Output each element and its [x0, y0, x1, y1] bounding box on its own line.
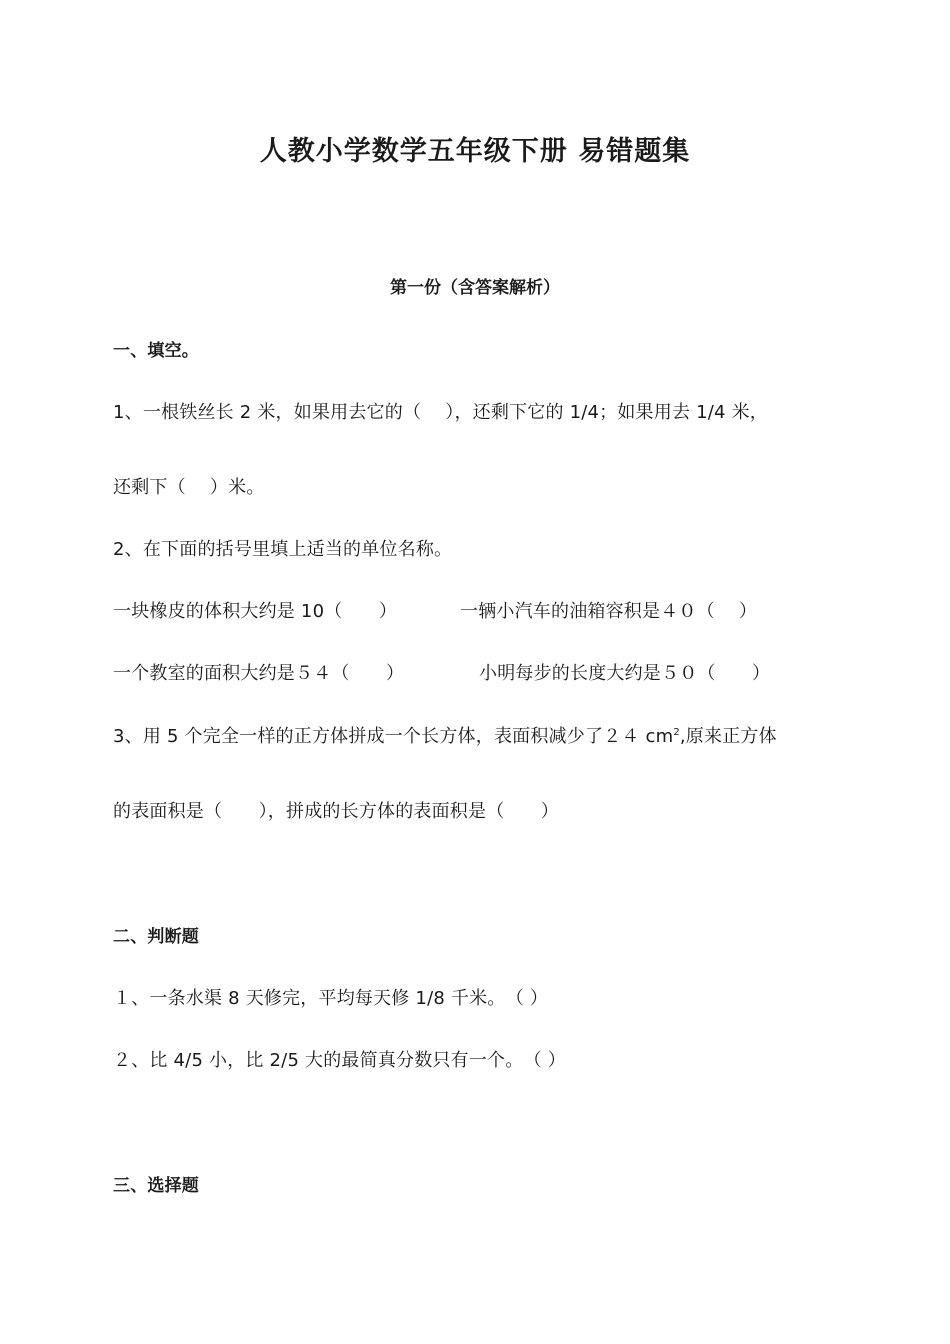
section-heading-fill-blank: 一、填空。	[113, 341, 199, 361]
question-2-item-classroom: 一个教室的面积大约是５４（ ）	[113, 663, 405, 684]
document-title: 人教小学数学五年级下册 易错题集	[259, 136, 691, 167]
question-3-line-2: 的表面积是（ ），拼成的长方体的表面积是（ ）	[113, 801, 559, 822]
question-2-item-fuel-tank: 一辆小汽车的油箱容积是４０（ ）	[460, 601, 758, 622]
document-subtitle: 第一份（含答案解析）	[390, 278, 560, 298]
question-2-item-eraser: 一块橡皮的体积大约是 10（ ）	[113, 601, 398, 622]
question-1-line-1: 1、一根铁丝长 2 米，如果用去它的（ ），还剩下它的 1/4；如果用去 1/4 米，	[113, 402, 768, 423]
question-3-line-1-text: 3、用 5 个完全一样的正方体拼成一个长方体，表面积减少了２４ cm	[113, 726, 674, 747]
section-heading-multiple-choice: 三、选择题	[113, 1176, 199, 1196]
question-3-line-1-tail: ,原来正方体	[679, 726, 777, 747]
question-2-item-step: 小明每步的长度大约是５０（ ）	[479, 663, 771, 684]
judge-question-1: １、一条水渠 8 天修完，平均每天修 1/8 千米。 （ ）	[113, 988, 549, 1009]
question-1-line-2: 还剩下（ ）米。	[113, 477, 265, 498]
question-3-superscript: 2	[673, 727, 680, 738]
judge-question-2: ２、比 4/5 小，比 2/5 大的最简真分数只有一个。 （ ）	[113, 1050, 566, 1071]
section-heading-true-false: 二、判断题	[113, 927, 199, 947]
question-3-line-1	[113, 725, 777, 749]
question-2-prompt: 2、在下面的括号里填上适当的单位名称。	[113, 539, 453, 560]
